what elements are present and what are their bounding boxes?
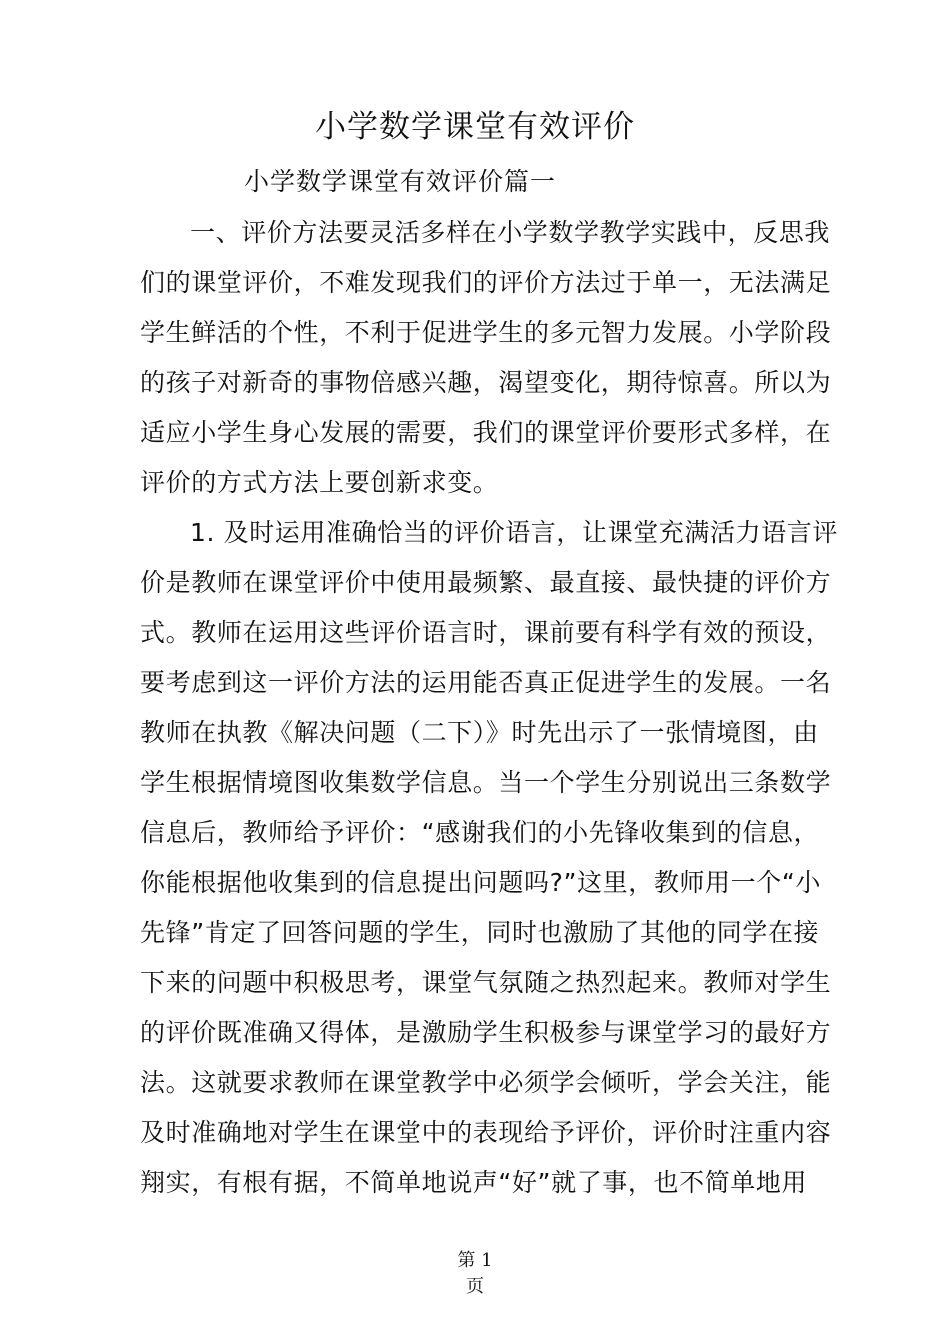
paragraph-line: 一、评价方法要灵活多样在小学数学教学实践中，反思我 <box>190 218 831 247</box>
document-title: 小学数学课堂有效评价 <box>315 109 635 145</box>
paragraph-line: 价是教师在课堂评价中使用最频繁、最直接、最快捷的评价方 <box>140 568 832 597</box>
paragraph-line: 1. 及时运用准确恰当的评价语言，让课堂充满活力语言评 <box>190 518 839 547</box>
paragraph-line: 评价的方式方法上要创新求变。 <box>140 468 499 497</box>
paragraph-line: 学生根据情境图收集数学信息。当一个学生分别说出三条数学 <box>140 768 832 797</box>
paragraph-line: 及时准确地对学生在课堂中的表现给予评价，评价时注重内容 <box>140 1118 832 1147</box>
paragraph-line: 先锋”肯定了回答问题的学生，同时也激励了其他的同学在接 <box>140 918 820 947</box>
paragraph-line: 的孩子对新奇的事物倍感兴趣，渴望变化，期待惊喜。所以为 <box>140 368 832 397</box>
paragraph-line: 要考虑到这一评价方法的运用能否真正促进学生的发展。一名 <box>140 668 832 697</box>
paragraph-line: 你能根据他收集到的信息提出问题吗?”这里，教师用一个“小 <box>140 868 821 897</box>
paragraph-line: 信息后，教师给予评价：“感谢我们的小先锋收集到的信息， <box>140 818 820 847</box>
paragraph-line: 适应小学生身心发展的需要，我们的课堂评价要形式多样，在 <box>140 418 832 447</box>
paragraph-line: 式。教师在运用这些评价语言时，课前要有科学有效的预设， <box>140 618 832 647</box>
page-number-line1: 第 1 <box>457 1250 493 1271</box>
paragraph-line: 翔实，有根有据，不简单地说声“好”就了事，也不简单地用 <box>140 1168 808 1197</box>
paragraph-line: 法。这就要求教师在课堂教学中必须学会倾听，学会关注，能 <box>140 1068 832 1097</box>
paragraph-line: 的评价既准确又得体，是激励学生积极参与课堂学习的最好方 <box>140 1018 832 1047</box>
page-number-line2: 页 <box>466 1276 484 1297</box>
paragraph-line: 学生鲜活的个性，不利于促进学生的多元智力发展。小学阶段 <box>140 318 832 347</box>
page-number <box>0 1248 950 1300</box>
paragraph-line: 教师在执教《解决问题（二下）》时先出示了一张情境图，由 <box>140 718 819 747</box>
paragraph-line: 们的课堂评价，不难发现我们的评价方法过于单一，无法满足 <box>140 268 832 297</box>
paragraph-line: 下来的问题中积极思考，课堂气氛随之热烈起来。教师对学生 <box>140 968 832 997</box>
document-subtitle: 小学数学课堂有效评价篇一 <box>244 167 557 196</box>
